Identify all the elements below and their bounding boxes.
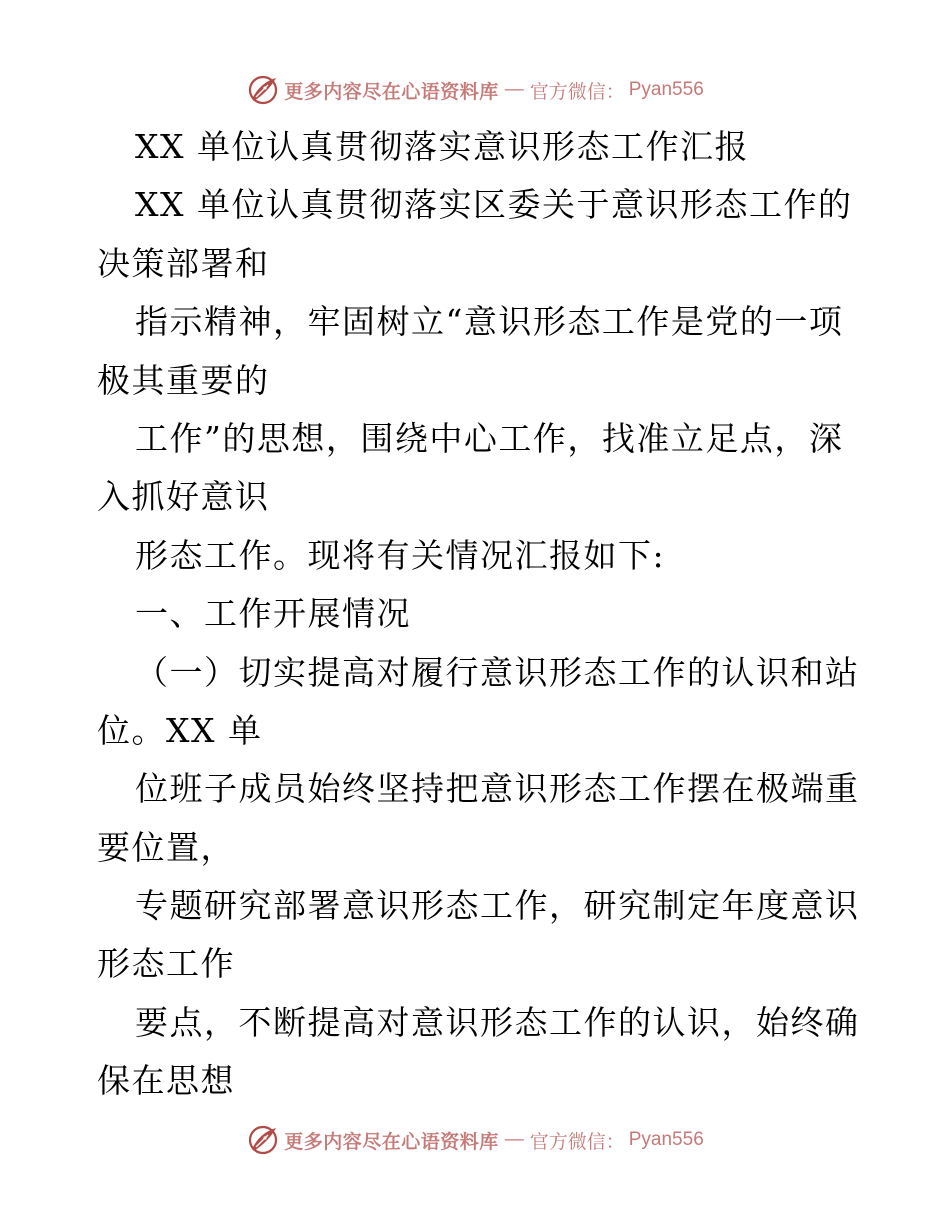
section-heading: 一、工作开展情况	[135, 594, 411, 634]
paragraph-line: 保在思想	[97, 1061, 235, 1101]
paragraph-line: 极其重要的	[97, 360, 270, 400]
paragraph-line: 位。XX 单	[97, 710, 263, 750]
banner-wechat-label: 官方微信：	[529, 1130, 625, 1153]
paragraph-line: 专题研究部署意识形态工作，研究制定年度意识	[135, 886, 860, 926]
header-banner-content	[246, 73, 704, 107]
paragraph-line: 要位置，	[97, 827, 235, 867]
document-title: XX 单位认真贯彻落实意识形态工作汇报	[135, 127, 749, 166]
banner-dash: —	[504, 79, 524, 100]
paragraph-line: 决策部署和	[97, 243, 270, 283]
paragraph-line: 形态工作	[97, 944, 235, 984]
paragraph-line: 位班子成员始终坚持把意识形态工作摆在极端重	[135, 769, 860, 809]
paragraph-line: 形态工作。现将有关情况汇报如下:	[135, 535, 666, 575]
banner-slogan: 更多内容尽在心语资料库	[284, 1130, 499, 1153]
paragraph-line: 要点，不断提高对意识形态工作的认识，始终确	[135, 1002, 860, 1042]
header-banner	[0, 70, 950, 110]
banner-dash: —	[504, 1129, 524, 1150]
paragraph-line: XX 单位认真贯彻落实区委关于意识形态工作的	[135, 185, 853, 225]
banner-wechat-id: Pyan556	[628, 1129, 704, 1150]
pen-nib-logo-icon	[246, 73, 280, 107]
paragraph-line: 入抓好意识	[97, 477, 270, 517]
banner-wechat-label: 官方微信：	[529, 80, 625, 103]
banner-wechat-id: Pyan556	[628, 79, 704, 100]
pen-nib-logo-icon	[246, 1123, 280, 1157]
paragraph-line: 工作”的思想，围绕中心工作，找准立足点，深	[135, 418, 844, 458]
paragraph-line: 指示精神，牢固树立“意识形态工作是党的一项	[135, 302, 844, 342]
document-body	[97, 118, 860, 1111]
footer-banner-content	[246, 1123, 704, 1157]
banner-slogan: 更多内容尽在心语资料库	[284, 80, 499, 103]
footer-banner	[0, 1120, 950, 1160]
subsection-heading: （一）切实提高对履行意识形态工作的认识和站	[135, 652, 860, 692]
